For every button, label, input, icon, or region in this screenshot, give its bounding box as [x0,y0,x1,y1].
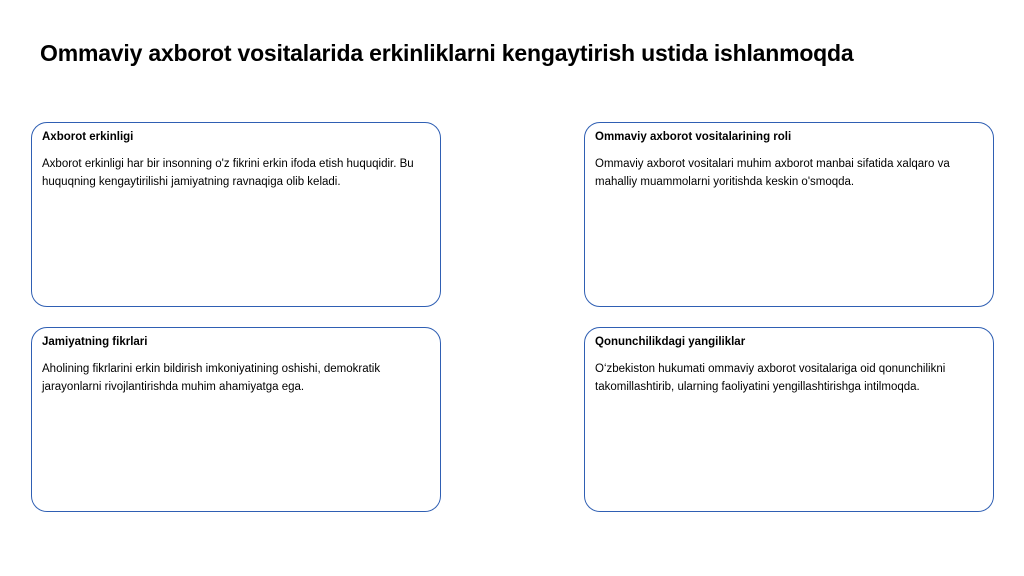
card-heading: Qonunchilikdagi yangiliklar [595,336,746,348]
slide-title: Ommaviy axborot vositalarida erkinliklarni kengaytirish ustida ishlanmoqda [40,40,854,66]
card-body: O‘zbekiston hukumati ommaviy axborot vositalariga oid qonunchilikni takomillashtirib, ularning faoliyatini yengillashtirishga intilmoqda. [595,363,946,393]
card-axborot-erkinligi [31,122,441,307]
card-jamiyatning-fikrlari [31,327,441,512]
card-body: Axborot erkinligi har bir insonning o'z fikrini erkin ifoda etish huquqidir. Bu huquqning kengaytirilishi jamiyatning ravnaqiga olib keladi. [42,158,414,188]
card-oav-roli [584,122,994,307]
card-heading: Ommaviy axborot vositalarining roli [595,131,792,143]
card-heading: Jamiyatning fikrlari [42,336,148,348]
card-body: Ommaviy axborot vositalari muhim axborot manbai sifatida xalqaro va mahalliy muammolarni yoritishda keskin o'smoqda. [595,158,950,188]
card-body: Aholining fikrlarini erkin bildirish imkoniyatining oshishi, demokratik jarayonlarni rivojlantirishda muhim ahamiyatga ega. [42,363,381,393]
card-qonunchilik-yangiliklari [584,327,994,512]
card-heading: Axborot erkinligi [42,131,134,143]
